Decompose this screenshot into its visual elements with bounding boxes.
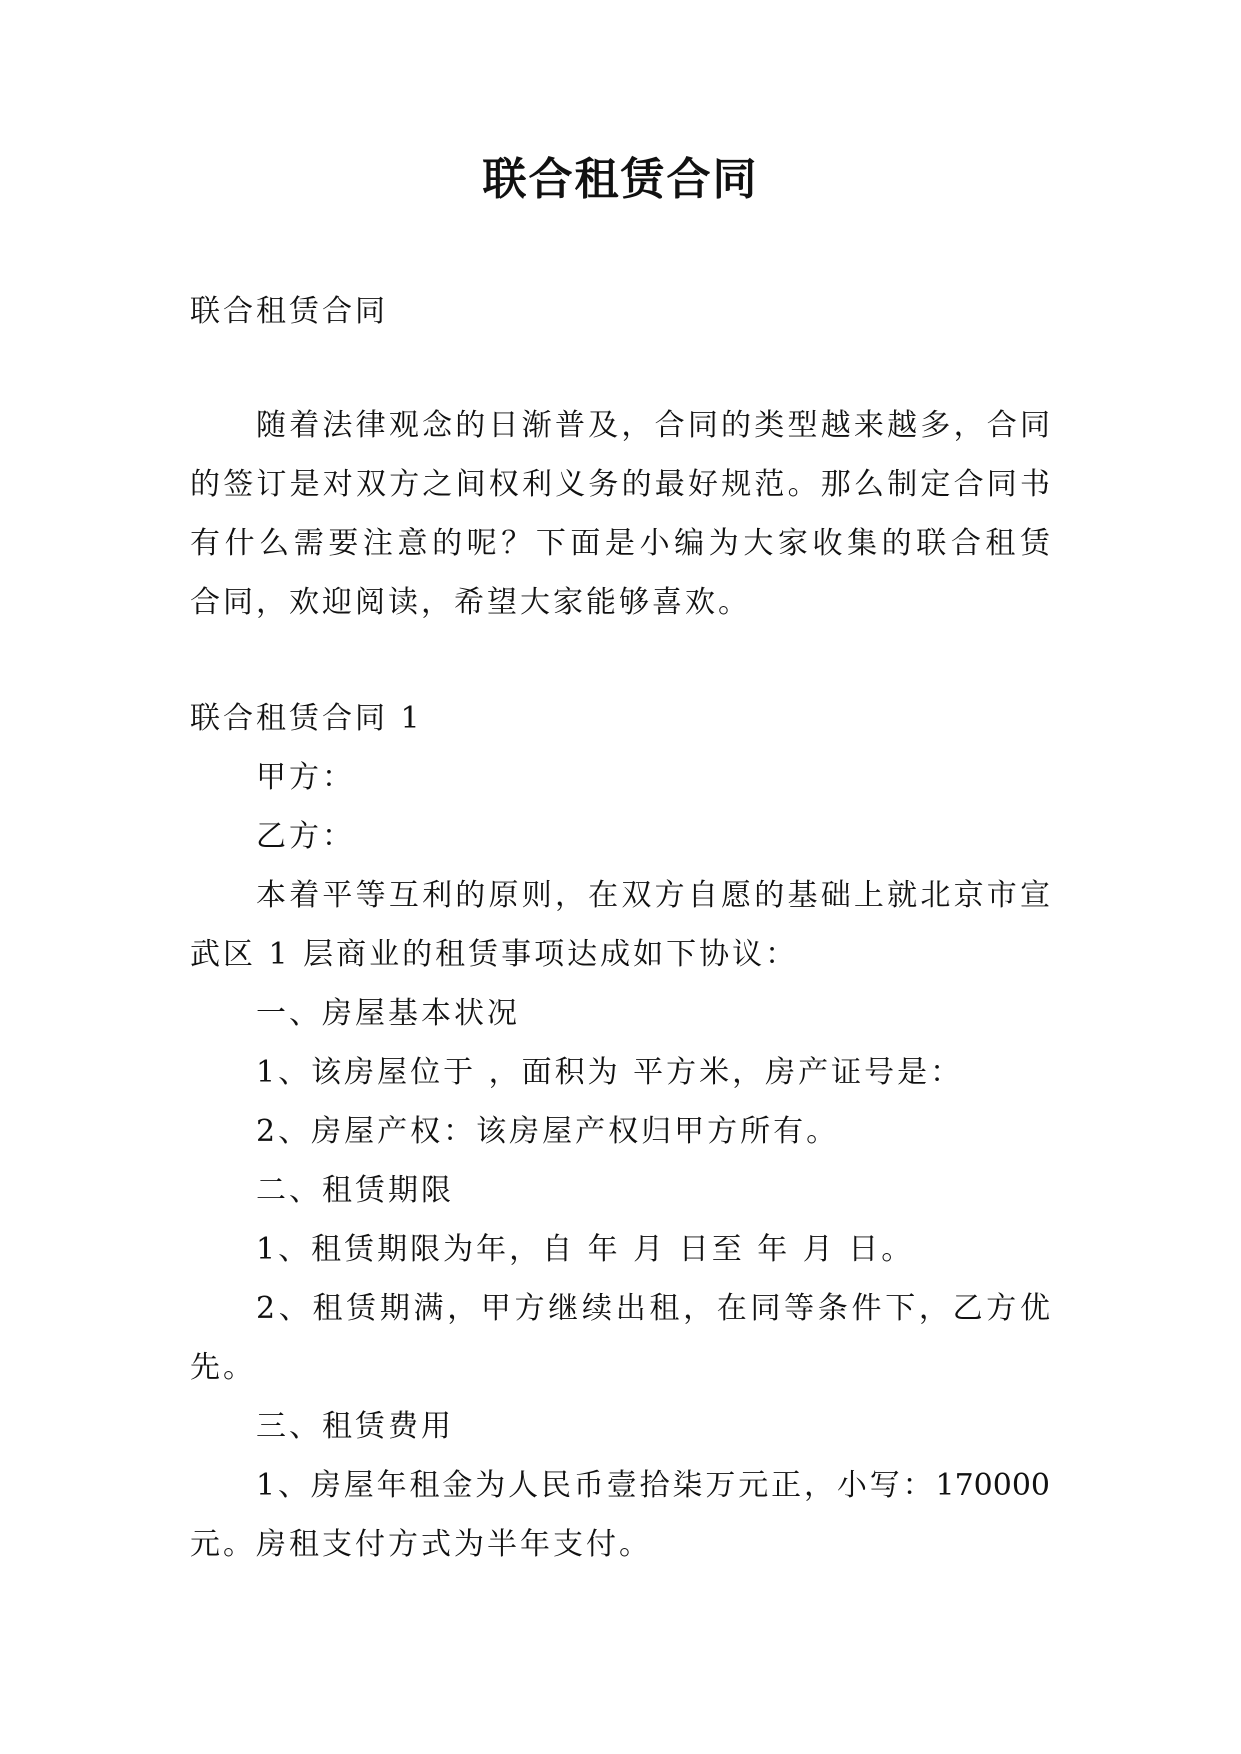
party-b-label: 乙方： <box>256 819 355 854</box>
preamble-line-2: 武区 1 层商业的租赁事项达成如下协议： <box>190 937 799 972</box>
clause-1-title: 一、房屋基本状况 <box>256 996 520 1031</box>
section-heading: 联合租赁合同 1 <box>190 701 423 736</box>
clause-2-title: 二、租赁期限 <box>256 1173 454 1208</box>
clause-2-item-1: 1、租赁期限为年，自 年 月 日至 年 月 日。 <box>256 1232 915 1267</box>
clause-2-item-2-line-1: 2、租赁期满，甲方继续出租，在同等条件下，乙方优 <box>256 1291 1050 1326</box>
clause-2-item-2-line-2: 先。 <box>190 1350 256 1385</box>
intro-line-4: 合同，欢迎阅读，希望大家能够喜欢。 <box>190 585 751 620</box>
document-title: 联合租赁合同 <box>482 154 759 205</box>
clause-3-item-1-line-2: 元。房租支付方式为半年支付。 <box>190 1527 652 1562</box>
preamble-line-1: 本着平等互利的原则，在双方自愿的基础上就北京市宣 <box>256 878 1050 913</box>
party-a-label: 甲方： <box>256 760 355 795</box>
intro-line-1: 随着法律观念的日渐普及，合同的类型越来越多，合同 <box>256 408 1050 443</box>
clause-1-item-1: 1、该房屋位于 ，面积为 平方米，房产证号是： <box>256 1055 964 1090</box>
clause-3-title: 三、租赁费用 <box>256 1409 454 1444</box>
intro-line-3: 有什么需要注意的呢？下面是小编为大家收集的联合租赁 <box>190 526 1050 561</box>
clause-1-item-2: 2、房屋产权：该房屋产权归甲方所有。 <box>256 1114 840 1149</box>
clause-3-item-1-line-1: 1、房屋年租金为人民币壹拾柒万元正，小写：170000 <box>256 1468 1050 1503</box>
document-subtitle: 联合租赁合同 <box>190 294 388 329</box>
intro-line-2: 的签订是对双方之间权利义务的最好规范。那么制定合同书 <box>190 467 1050 502</box>
